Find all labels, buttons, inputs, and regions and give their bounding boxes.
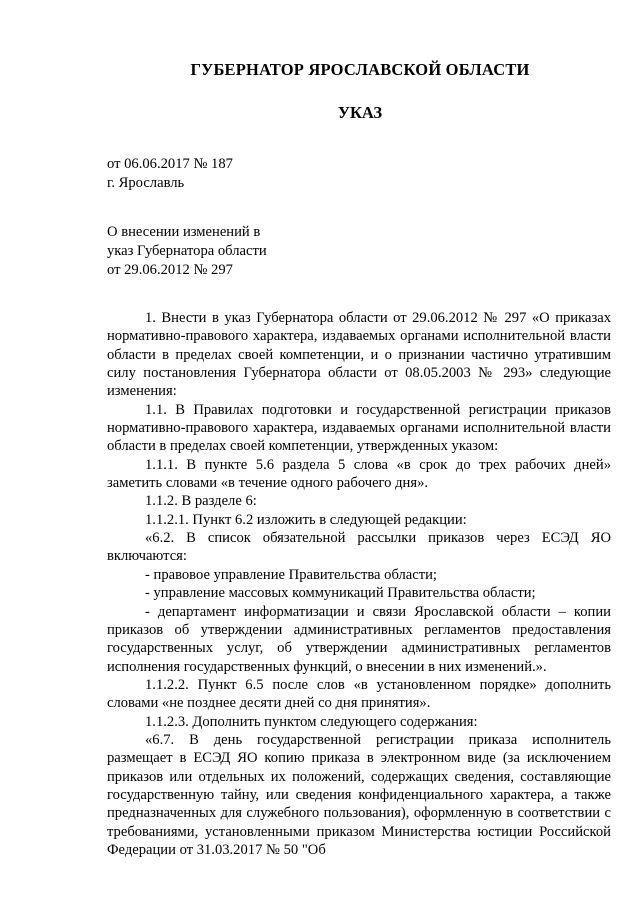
document-authority: ГУБЕРНАТОР ЯРОСЛАВСКОЙ ОБЛАСТИ: [190, 60, 530, 79]
paragraph: - управление массовых коммуникаций Правительства области;: [145, 585, 536, 602]
paragraph: 1.1.2.3. Дополнить пунктом следующего содержания:: [145, 713, 478, 730]
subject-line: от 29.06.2012 № 297: [107, 262, 233, 278]
paragraph: 1.1.2. В разделе 6:: [145, 493, 257, 510]
document-meta: [107, 155, 233, 193]
paragraph: 1.1.1. В пункте 5.6 раздела 5 слова «в срок до трех рабочих дней» заметить словами «в течение одного рабочего дня».: [107, 456, 611, 492]
document-subject: [107, 223, 267, 280]
paragraph: «6.7. В день государственной регистрации приказа исполнитель размещает в ЕСЭД ЯО копию приказа в электронном виде (за исключением приказов или отдельных их положений, содержащих сведения, составляющие государственную тайну, или сведения конфиденциального характера, а также предназначенных для служебного пользования), оформленную в соответствии с требованиями, установленными приказом Министерства юстиции Российской Федерации от 31.03.2017 № 50 "Об: [107, 731, 611, 858]
paragraph: - департамент информатизации и связи Ярославской области – копии приказов об утверждении административных регламентов предоставления государственных услуг, об утверждении административных регламентов исполнения государственных функций, о внесении в них изменений.».: [107, 603, 611, 675]
paragraph: 1.1. В Правилах подготовки и государственной регистрации приказов нормативно-правового характера, издаваемых органами исполнительной власти области в пределах своей компетенции, утвержденных указом:: [107, 401, 611, 455]
paragraph: 1.1.2.1. Пункт 6.2 изложить в следующей редакции:: [145, 511, 467, 528]
date-number: от 06.06.2017 № 187: [107, 156, 233, 172]
city: г. Ярославль: [107, 175, 185, 191]
subject-line: О внесении изменений в: [107, 224, 261, 240]
paragraph: 1. Внести в указ Губернатора области от 29.06.2012 № 297 «О приказах нормативно-правового характера, издаваемых органами исполнительной власти области в пределах своей компетенции, и о признании частично утратившим силу постановления Губернатора области от 08.05.2003 № 293» следующие изменения:: [107, 310, 611, 400]
paragraph: - правовое управление Правительства области;: [145, 566, 437, 583]
subject-line: указ Губернатора области: [107, 243, 267, 259]
paragraph: 1.1.2.2. Пункт 6.5 после слов «в установленном порядке» дополнить словами «не позднее десяти дней со дня принятия».: [107, 676, 611, 712]
document-body: [107, 309, 611, 859]
document-type: УКАЗ: [337, 103, 383, 122]
paragraph: «6.2. В список обязательной рассылки приказов через ЕСЭД ЯО включаются:: [107, 530, 611, 565]
